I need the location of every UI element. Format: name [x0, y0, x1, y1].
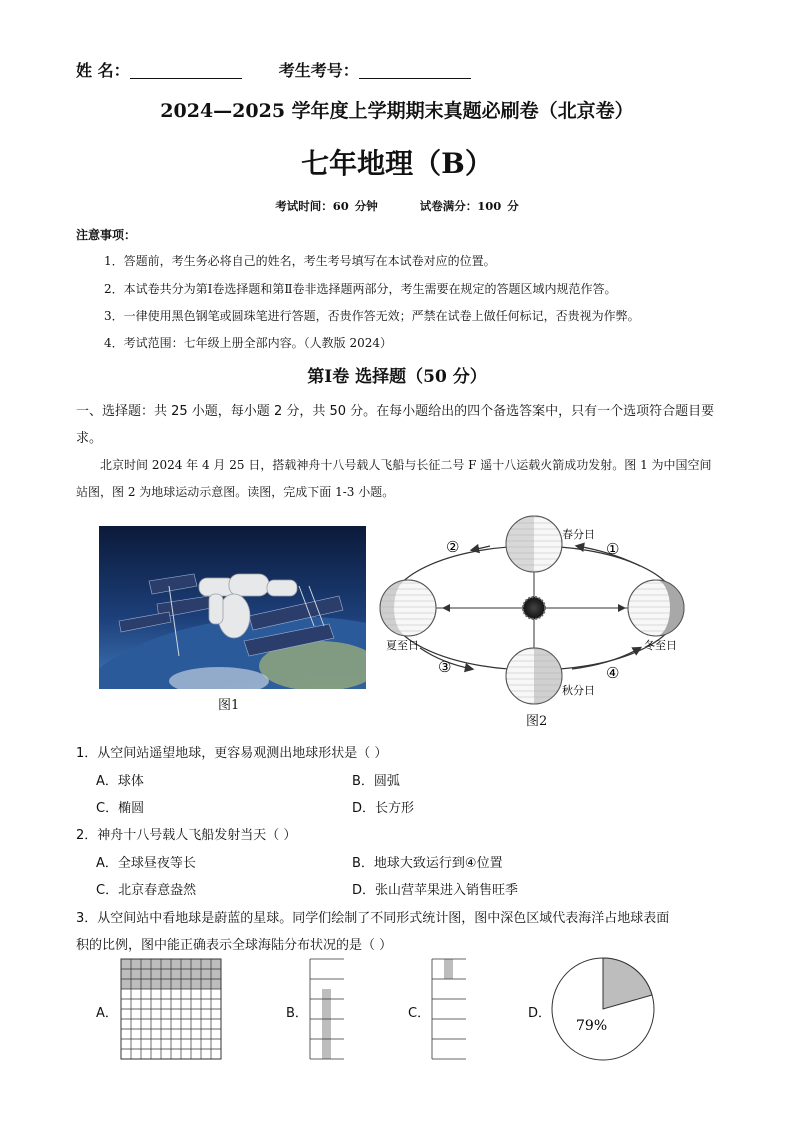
section-title: 第Ⅰ卷 选择题（50 分）: [307, 367, 487, 387]
question-1-stem: 1．从空间站遥望地球，更容易观测出地球形状是（ ）: [76, 746, 388, 761]
exam-number-blank[interactable]: [359, 60, 471, 79]
label-dongzhi: 冬至日: [644, 639, 677, 652]
student-info-line: [76, 58, 471, 81]
section-instruction: 一、选择题：共 25 小题，每小题 2 分，共 50 分。在每小题给出的四个备选答案中，只有一个选项符合题目要求。: [76, 404, 715, 446]
q3-pie-chart: [550, 956, 656, 1062]
question-3-stem-line1: 3．从空间站中看地球是蔚蓝的星球。同学们绘制了不同形式统计图，图中深色区域代表海洋占地球表面: [76, 911, 670, 926]
exam-title: 2024—2025 学年度上学期期末真题必刷卷（北京卷）: [160, 100, 634, 122]
earth-orbit-diagram: [372, 508, 702, 728]
exam-score: 试卷满分：100 分: [419, 199, 519, 213]
figure2-label: 图2: [526, 714, 548, 729]
q1-option-b[interactable]: B．圆弧: [352, 774, 400, 789]
marker-3: ③: [438, 658, 452, 676]
pie-percent-label: 79%: [576, 1018, 608, 1034]
notice-heading: 注意事项：: [76, 228, 137, 242]
notice-item: 3．一律使用黑色钢笔或圆珠笔进行答题，否贵作答无效；严禁在试卷上做任何标记，否贵视为作弊。: [104, 309, 640, 323]
question-passage: 北京时间 2024 年 4 月 25 日，搭载神舟十八号载人飞船与长征二号 F 遥十八运载火箭成功发射。图 1 为中国空间站图，图 2 为地球运动示意图。读图，完成下面 1-3 小题。: [76, 458, 712, 499]
label-qiufen: 秋分日: [562, 684, 595, 697]
notice-item: 1．答题前，考生务必将自己的姓名，考生考号填写在本试卷对应的位置。: [104, 254, 496, 268]
q1-option-c[interactable]: C．椭圆: [96, 801, 145, 816]
exam-subtitle: 七年地理（B）: [301, 147, 493, 180]
marker-1: ①: [606, 540, 620, 558]
q3-option-a[interactable]: A．: [96, 1006, 118, 1021]
label-xiazhi: 夏至日: [386, 639, 419, 652]
q3-option-b[interactable]: B．: [286, 1006, 308, 1021]
q1-option-a[interactable]: A．球体: [96, 774, 144, 789]
sun-icon: [523, 597, 545, 619]
q2-option-c[interactable]: C．北京春意盎然: [96, 883, 197, 898]
notice-item: 2．本试卷共分为第Ⅰ卷选择题和第Ⅱ卷非选择题两部分，考生需要在规定的答题区域内规范作答。: [104, 282, 617, 296]
figure1-label: 图1: [218, 698, 240, 713]
name-label: 姓 名：: [76, 61, 130, 80]
exam-info: [0, 198, 794, 214]
exam-time: 考试时间：60 分钟: [275, 199, 378, 213]
q2-option-b[interactable]: B．地球大致运行到④位置: [352, 856, 503, 871]
space-station-photo: [99, 526, 366, 689]
q3-option-d[interactable]: D．: [528, 1006, 552, 1021]
marker-2: ②: [446, 538, 460, 556]
earth-left-icon: [380, 580, 436, 636]
name-blank[interactable]: [130, 60, 242, 79]
notice-item: 4．考试范围：七年级上册全部内容。（人教版 2024）: [104, 336, 392, 350]
q3-grid-chart: [120, 958, 222, 1060]
q2-option-d[interactable]: D．张山营苹果进入销售旺季: [352, 883, 519, 898]
question-2-stem: 2．神舟十八号载人飞船发射当天（ ）: [76, 828, 297, 843]
q3-option-c[interactable]: C．: [408, 1006, 431, 1021]
marker-4: ④: [606, 664, 620, 682]
earth-bottom-icon: [506, 648, 562, 704]
q3-column-chart-c: [430, 958, 470, 1060]
q2-option-a[interactable]: A．全球昼夜等长: [96, 856, 196, 871]
label-chunfen: 春分日: [562, 528, 595, 541]
q3-column-chart-b: [308, 958, 348, 1060]
question-3-stem-line2: 积的比例，图中能正确表示全球海陆分布状况的是（ ）: [76, 938, 393, 953]
exam-number-label: 考生考号：: [278, 61, 359, 80]
earth-right-icon: [628, 580, 684, 636]
q1-option-d[interactable]: D．长方形: [352, 801, 415, 816]
earth-top-icon: [506, 516, 562, 572]
